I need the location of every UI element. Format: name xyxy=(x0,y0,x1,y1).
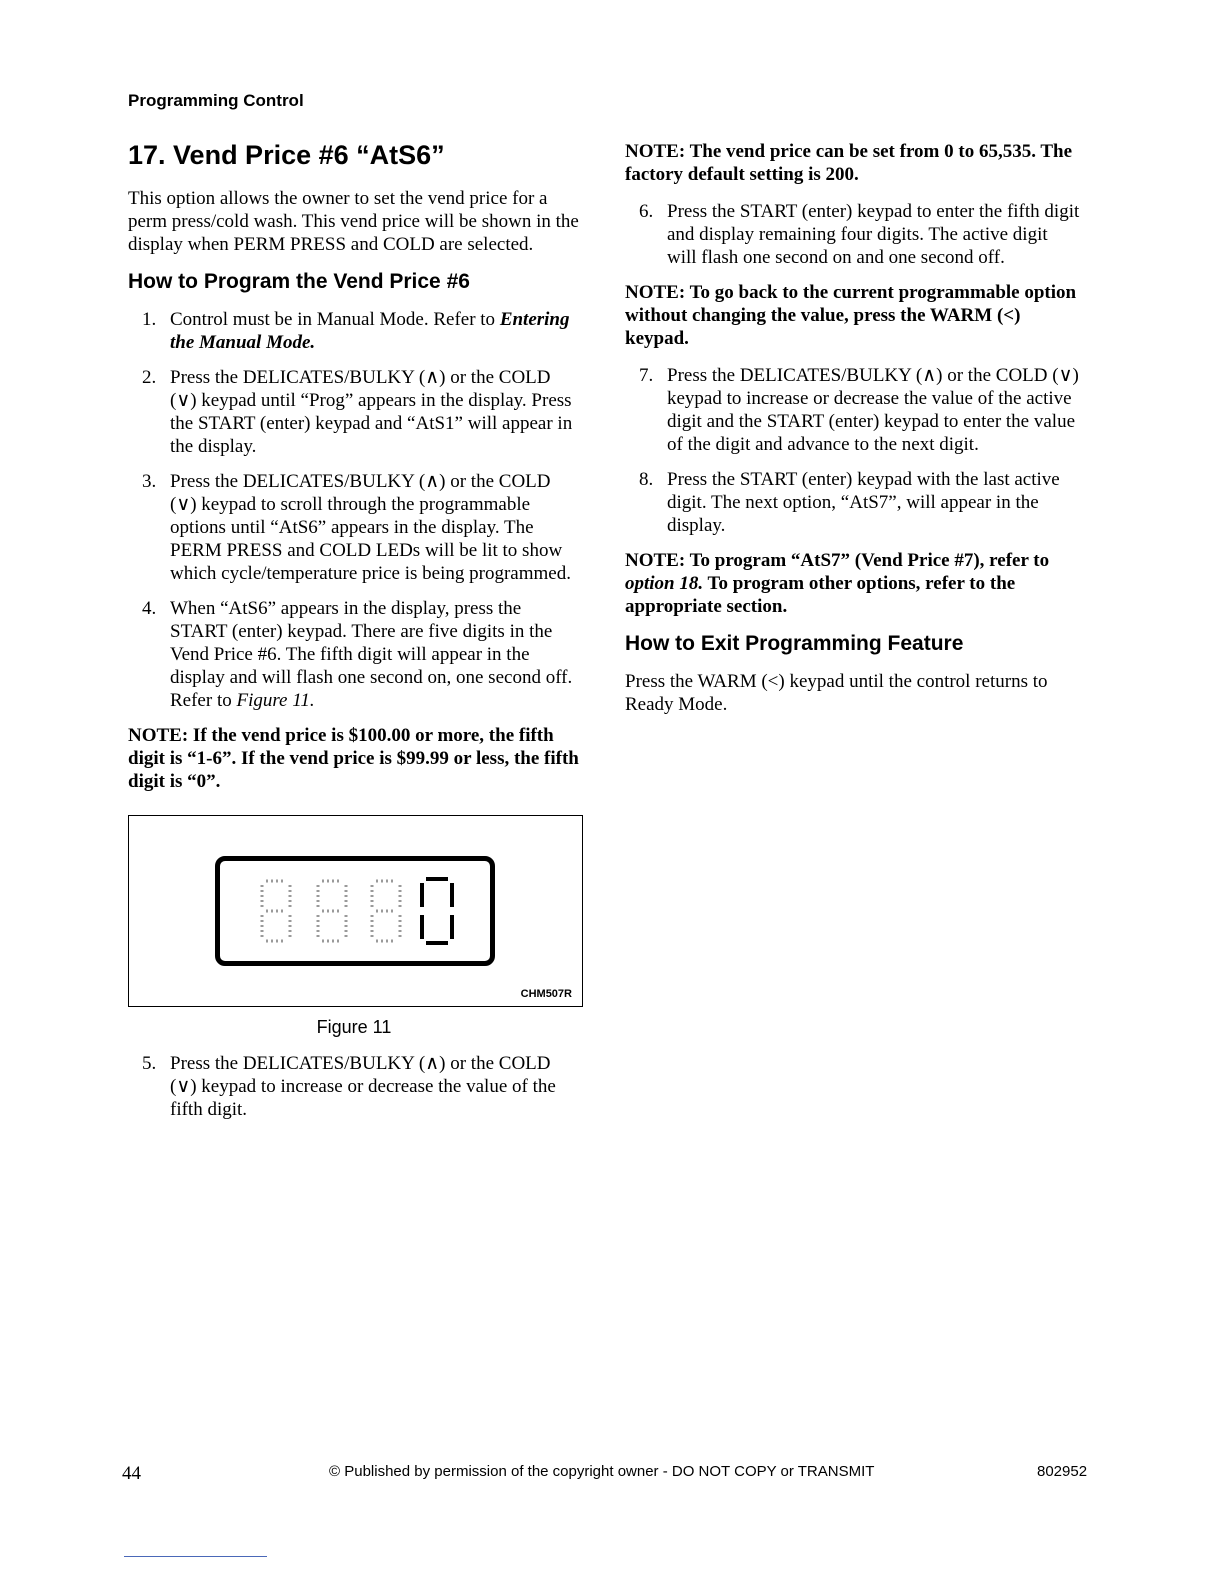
segment-display-graphic xyxy=(220,861,490,961)
page-number: 44 xyxy=(122,1463,141,1484)
bottom-rule xyxy=(124,1556,267,1557)
copyright-notice: © Published by permission of the copyright owner - DO NOT COPY or TRANSMIT xyxy=(329,1463,875,1480)
note-go-back: NOTE: To go back to the current programmable option without changing the value, press the WARM (<) keypad. xyxy=(625,282,1077,349)
note-ats7-reference: option 18. xyxy=(625,573,704,594)
step-reference: Figure 11. xyxy=(236,690,315,711)
step-text: Press the START (enter) keypad to enter the fifth digit and display remaining four digits. The active digit will flash one second on and one second off. xyxy=(667,201,1080,268)
step-3 xyxy=(128,470,580,585)
left-column xyxy=(128,140,580,1133)
step-5 xyxy=(128,1052,580,1121)
step-number: 7. xyxy=(639,365,654,386)
note-ats7 xyxy=(625,549,1080,618)
step-text: Press the DELICATES/BULKY (∧) or the COLD (∨) keypad until “Prog” appears in the display. Press the START (enter) keypad and “AtS1” will appear in the display. xyxy=(170,367,573,457)
step-text: Press the DELICATES/BULKY (∧) or the COLD (∨) keypad to increase or decrease the value of the active digit and the START (enter) keypad to enter the value of the digit and advance to the next digit. xyxy=(667,365,1079,455)
steps-list xyxy=(128,308,580,712)
exit-paragraph: Press the WARM (<) keypad until the control returns to Ready Mode. xyxy=(625,671,1048,715)
step-4 xyxy=(128,597,580,712)
program-subheading: How to Program the Vend Price #6 xyxy=(128,270,470,293)
right-column xyxy=(625,140,1080,728)
step-reference: Entering the Manual Mode. xyxy=(170,309,570,353)
step-2 xyxy=(128,366,580,458)
figure-code: CHM507R xyxy=(520,988,572,1000)
section-header: Programming Control xyxy=(128,91,304,110)
step-number: 2. xyxy=(142,367,157,388)
lit-digit xyxy=(422,879,452,943)
step-number: 3. xyxy=(142,471,157,492)
step-1 xyxy=(128,308,580,354)
note-ats7-text-a: NOTE: To program “AtS7” (Vend Price #7), refer to xyxy=(625,550,1050,571)
exit-heading: How to Exit Programming Feature xyxy=(625,632,964,655)
note-vend-range: NOTE: The vend price can be set from 0 to 65,535. The factory default setting is 200. xyxy=(625,141,1073,185)
figure-11-box xyxy=(128,815,583,1007)
display-value: 0 xyxy=(456,918,457,920)
document-number: 802952 xyxy=(1037,1463,1088,1480)
step-6 xyxy=(625,200,1080,269)
step-number: 1. xyxy=(142,309,157,330)
step-text: Press the DELICATES/BULKY (∧) or the COLD (∨) keypad to increase or decrease the value of the fifth digit. xyxy=(170,1053,556,1120)
step-number: 5. xyxy=(142,1053,157,1074)
lcd-display xyxy=(215,856,495,966)
steps-list-continued xyxy=(128,1052,580,1121)
step-text: Press the START (enter) keypad with the last active digit. The next option, “AtS7”, will appear in the display. xyxy=(667,469,1060,536)
step-text: Press the DELICATES/BULKY (∧) or the COLD (∨) keypad to scroll through the programmable options until “AtS6” appears in the display. The PERM PRESS and COLD LEDs will be lit to show which cycle/temperature price is being programmed. xyxy=(170,471,571,584)
step-text: When “AtS6” appears in the display, press the START (enter) keypad. There are five digits in the Vend Price #6. The fifth digit will appear in the display and will flash one second on, one second off. Refer to xyxy=(170,598,573,711)
steps-list-right-a xyxy=(625,200,1080,269)
step-text: Control must be in Manual Mode. Refer to xyxy=(170,309,500,330)
step-8 xyxy=(625,468,1080,537)
step-number: 4. xyxy=(142,598,157,619)
steps-list-right-b xyxy=(625,364,1080,537)
page-title: 17. Vend Price #6 “AtS6” xyxy=(128,140,445,170)
step-number: 8. xyxy=(639,469,654,490)
figure-caption: Figure 11 xyxy=(316,1017,392,1037)
step-7 xyxy=(625,364,1080,456)
note-fifth-digit: NOTE: If the vend price is $100.00 or more, the fifth digit is “1-6”. If the vend price is $99.99 or less, the fifth digit is “0”. xyxy=(128,725,579,792)
note-ats7-text-b: To program other options, refer to the appropriate section. xyxy=(625,573,1016,617)
intro-paragraph: This option allows the owner to set the vend price for a perm press/cold wash. This vend price will be shown in the display when PERM PRESS and COLD are selected. xyxy=(128,188,579,255)
step-number: 6. xyxy=(639,201,654,222)
